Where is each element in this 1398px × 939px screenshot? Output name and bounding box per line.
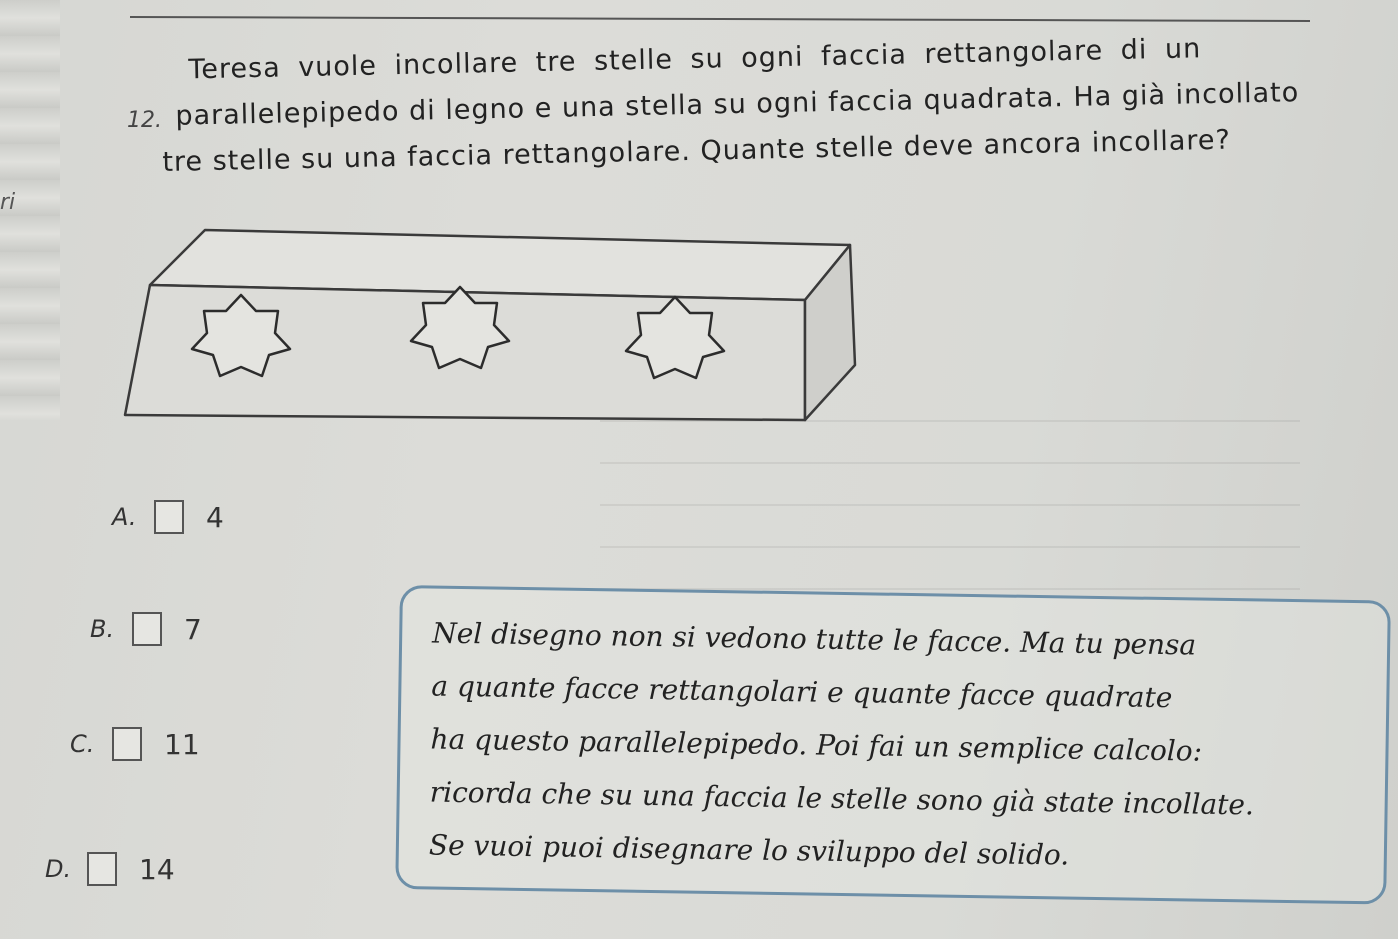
option-c-checkbox[interactable] [112, 727, 142, 761]
option-c[interactable] [70, 727, 200, 761]
option-value: 4 [206, 500, 224, 534]
hint-box [395, 585, 1391, 905]
option-a-checkbox[interactable] [154, 500, 184, 534]
parallelepiped-figure [110, 215, 870, 435]
option-letter: B. [90, 615, 115, 643]
question-number: 12. [127, 108, 162, 133]
hint-line-1: Nel disegno non si vedono tutte le facce. Ma tu pensa [431, 616, 1197, 662]
hint-line-5: Se vuoi puoi disegnare lo sviluppo del solido. [428, 828, 1070, 872]
hint-line-2: a quante facce rettangolari e quante facce quadrate [431, 669, 1173, 715]
question-text [160, 23, 1343, 186]
header-rule [130, 16, 1310, 22]
option-letter: A. [112, 503, 137, 531]
hint-line-3: ha questo parallelepipedo. Poi fai un semplice calcolo: [430, 722, 1203, 768]
option-d[interactable] [45, 852, 175, 886]
option-value: 14 [139, 852, 175, 886]
option-value: 11 [164, 727, 200, 761]
margin-text: ri [0, 190, 16, 215]
option-b[interactable] [90, 612, 202, 646]
question-line-1: Teresa vuole incollare tre stelle su ogni faccia rettangolare di un [188, 33, 1202, 86]
option-d-checkbox[interactable] [87, 852, 117, 886]
option-letter: D. [45, 855, 72, 883]
hint-text [429, 607, 1373, 887]
question-line-3: tre stelle su una faccia rettangolare. Quante stelle deve ancora incollare? [162, 124, 1232, 178]
option-value: 7 [184, 612, 202, 646]
question-line-2: parallelepipedo di legno e una stella su ogni faccia quadrata. Ha già incollato [175, 77, 1300, 132]
option-letter: C. [70, 730, 95, 758]
option-b-checkbox[interactable] [132, 612, 162, 646]
option-a[interactable] [112, 500, 224, 534]
hint-line-4: ricorda che su una faccia le stelle sono già state incollate. [429, 775, 1255, 822]
